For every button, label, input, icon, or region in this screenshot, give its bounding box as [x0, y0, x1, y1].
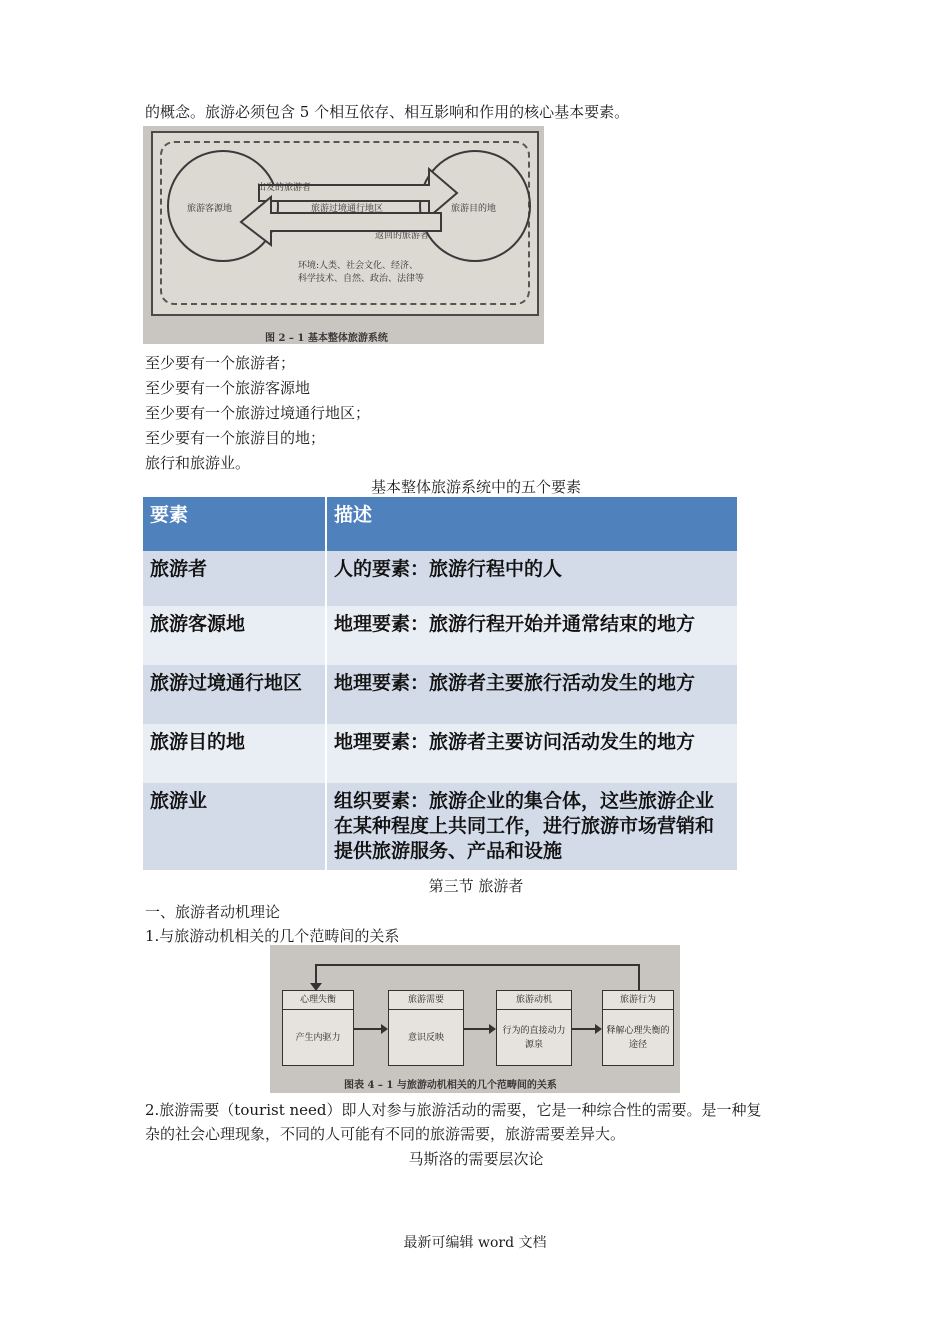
box-head: 旅游需要 — [389, 991, 463, 1010]
cell-element: 旅游过境通行地区 — [143, 665, 326, 724]
box-tourist-behavior — [602, 990, 674, 1066]
cell-description: 地理要素：旅游者主要旅行活动发生的地方 — [326, 665, 738, 724]
origin-label: 旅游客源地 — [187, 204, 233, 214]
flow-arrow — [354, 1028, 386, 1030]
cell-element: 旅游目的地 — [143, 724, 326, 783]
departing-label: 出发的旅游者 — [257, 183, 312, 193]
cell-description: 人的要素：旅游行程中的人 — [326, 551, 738, 606]
flow-arrow — [464, 1028, 494, 1030]
box-psych-imbalance — [282, 990, 354, 1066]
table-row — [143, 783, 738, 870]
box-tourist-motivation — [496, 990, 572, 1066]
table-row — [143, 551, 738, 606]
flow-arrow — [572, 1028, 600, 1030]
cell-element: 旅游客源地 — [143, 606, 326, 665]
figure2-caption: 图表 4 – 1 与旅游动机相关的几个范畴间的关系 — [344, 1080, 557, 1091]
list-item: 至少要有一个旅游客源地 — [145, 379, 311, 397]
cell-description: 组织要素：旅游企业的集合体，这些旅游企业在某种程度上共同工作，进行旅游市场营销和提供旅游服务、产品和设施 — [326, 783, 738, 870]
destination-label: 旅游目的地 — [451, 204, 497, 214]
box-head: 旅游行为 — [603, 991, 673, 1010]
environment-line-2: 科学技术、自然、政治、法律等 — [298, 274, 425, 284]
list-item: 至少要有一个旅游者； — [145, 354, 296, 372]
section-title: 第三节 旅游者 — [428, 877, 524, 895]
point-heading: 1.与旅游动机相关的几个范畴间的关系 — [145, 927, 400, 945]
table-title: 基本整体旅游系统中的五个要素 — [370, 478, 581, 496]
cell-description: 地理要素：旅游者主要访问活动发生的地方 — [326, 724, 738, 783]
paragraph-line: 杂的社会心理现象，不同的人可能有不同的旅游需要，旅游需要差异大。 — [145, 1125, 626, 1143]
box-body: 产生内驱力 — [295, 1033, 341, 1043]
figure-frame — [151, 131, 539, 316]
page-footer: 最新可编辑 word 文档 — [403, 1235, 547, 1251]
box-body: 释解心理失衡的途径 — [606, 1026, 670, 1050]
cell-element: 旅游者 — [143, 551, 326, 606]
table-row — [143, 606, 738, 665]
header-element: 要素 — [143, 497, 326, 551]
cell-element: 旅游业 — [143, 783, 326, 870]
cell-description: 地理要素：旅游行程开始并通常结束的地方 — [326, 606, 738, 665]
subsection-heading: 一、旅游者动机理论 — [145, 903, 281, 921]
list-item: 旅行和旅游业。 — [145, 454, 251, 472]
box-tourist-need — [388, 990, 464, 1066]
transit-label: 旅游过境通行地区 — [311, 204, 384, 214]
list-item: 至少要有一个旅游目的地； — [145, 429, 326, 447]
box-head: 心理失衡 — [283, 991, 353, 1010]
box-head: 旅游动机 — [497, 991, 571, 1010]
table-row — [143, 724, 738, 783]
list-item: 至少要有一个旅游过境通行地区； — [145, 404, 371, 422]
maslow-heading: 马斯洛的需要层次论 — [408, 1150, 544, 1168]
figure1-caption: 图 2 – 1 基本整体旅游系统 — [265, 333, 388, 344]
box-body: 行为的直接动力源泉 — [502, 1026, 566, 1050]
tourism-system-figure — [143, 126, 544, 344]
returning-label: 返回的旅游者 — [375, 231, 430, 241]
five-elements-table — [143, 497, 739, 870]
environment-line-1: 环境:人类、社会文化、经济、 — [298, 261, 419, 271]
paragraph-line: 2.旅游需要（tourist need）即人对参与旅游活动的需要，它是一种综合性的需要。是一种复 — [145, 1101, 762, 1119]
box-body: 意识反映 — [407, 1033, 444, 1043]
table-row — [143, 665, 738, 724]
table-header-row — [143, 497, 738, 551]
intro-text: 的概念。旅游必须包含 5 个相互依存、相互影响和作用的核心基本要素。 — [145, 103, 630, 121]
header-description: 描述 — [326, 497, 738, 551]
motivation-relationship-figure — [270, 945, 680, 1093]
system-diagram-shapes — [153, 133, 537, 314]
